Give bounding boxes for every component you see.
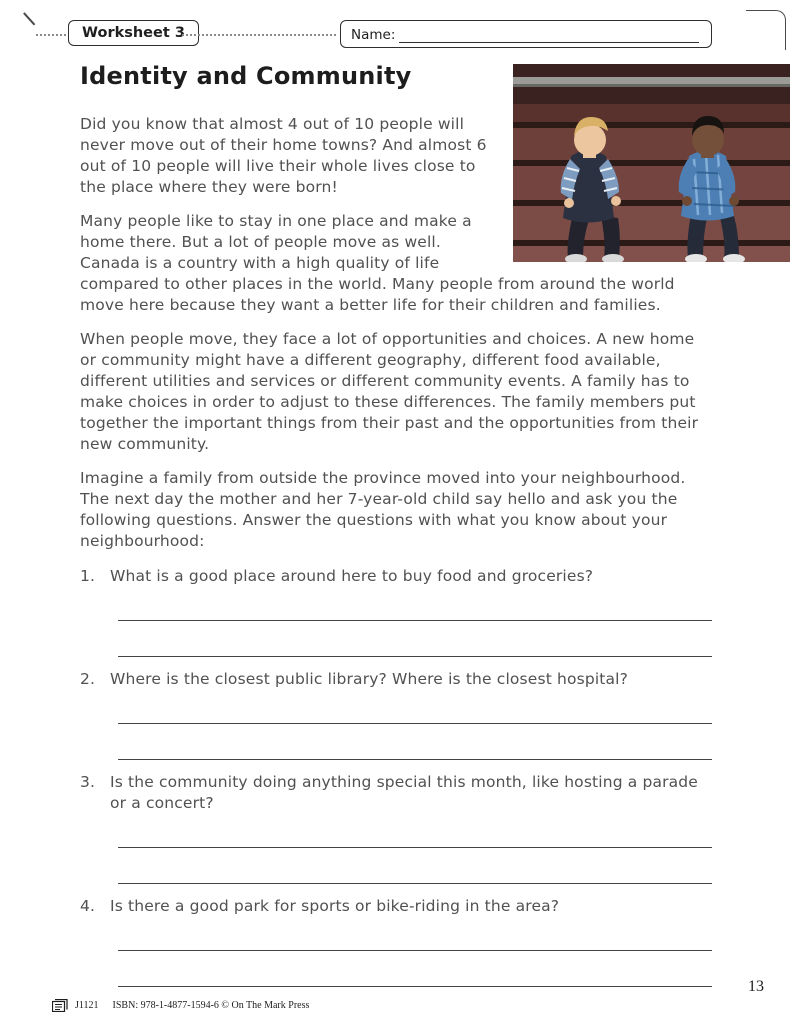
product-code: J1121 <box>75 1000 99 1011</box>
answer-line[interactable] <box>118 621 712 657</box>
answer-line[interactable] <box>118 951 712 987</box>
question-item-1 <box>80 566 712 657</box>
intro-paragraph-2: Many people like to stay in one place and make a home there. But a lot of people move as well. Canada is a country with a high quality of life compared to other places in the world. Many people from around the world move here because they want a better life for their children and families. <box>80 212 675 314</box>
page-number: 13 <box>748 978 764 995</box>
question-text: What is a good place around here to buy food and groceries? <box>110 567 594 585</box>
worksheet-number-badge <box>68 20 199 46</box>
question-item-2 <box>80 669 712 760</box>
answer-line[interactable] <box>118 724 712 760</box>
answer-line[interactable] <box>118 587 712 621</box>
question-number: 3. <box>80 773 96 791</box>
question-item-3 <box>80 772 712 884</box>
question-text: Is the community doing anything special this month, like hosting a parade or a concert? <box>110 773 698 812</box>
question-item-4 <box>80 896 712 987</box>
question-number: 2. <box>80 670 96 688</box>
answer-line[interactable] <box>118 848 712 884</box>
dotted-leader-left <box>36 34 66 36</box>
answer-line[interactable] <box>118 690 712 724</box>
worksheet-content <box>80 62 712 999</box>
dotted-leader-middle <box>182 34 336 36</box>
page-footer <box>52 999 309 1012</box>
photo-two-boys <box>513 64 790 262</box>
page-frame-corner-left <box>23 12 35 25</box>
isbn-text: ISBN: 978-1-4877-1594-6 © On The Mark Press <box>112 1000 310 1011</box>
instructions-paragraph: Imagine a family from outside the province moved into your neighbourhood. The next day the mother and her 7-year-old child say hello and ask you the following questions. Answer the questions with what you know about your neighbourhood: <box>80 469 686 550</box>
name-input-line[interactable] <box>399 29 699 43</box>
question-list <box>80 566 712 987</box>
name-field-box <box>340 20 712 48</box>
name-label: Name: <box>351 26 396 43</box>
question-text: Where is the closest public library? Where is the closest hospital? <box>110 670 628 688</box>
intro-paragraph-3: When people move, they face a lot of opportunities and choices. A new home or community might have a different geography, different food available, different utilities and services or different community events. A family has to make choices in order to adjust to these differences. The family members put together the important things from their past and the opportunities from their new community. <box>80 330 699 453</box>
page-frame-corner-right <box>746 10 786 50</box>
footer-text <box>75 1000 309 1011</box>
answer-line[interactable] <box>118 917 712 951</box>
question-number: 4. <box>80 897 96 915</box>
photo-two-boys-illustration <box>513 64 790 262</box>
publisher-logo-icon <box>52 999 68 1012</box>
intro-paragraph-1: Did you know that almost 4 out of 10 people will never move out of their home towns? And almost 6 out of 10 people will live their whole lives close to the place where they were born! <box>80 115 487 196</box>
page-title: Identity and Community <box>80 62 412 90</box>
worksheet-number-label: Worksheet 3 <box>82 25 185 41</box>
page-header <box>0 20 792 50</box>
question-text: Is there a good park for sports or bike-riding in the area? <box>110 897 560 915</box>
question-number: 1. <box>80 567 96 585</box>
answer-line[interactable] <box>118 814 712 848</box>
